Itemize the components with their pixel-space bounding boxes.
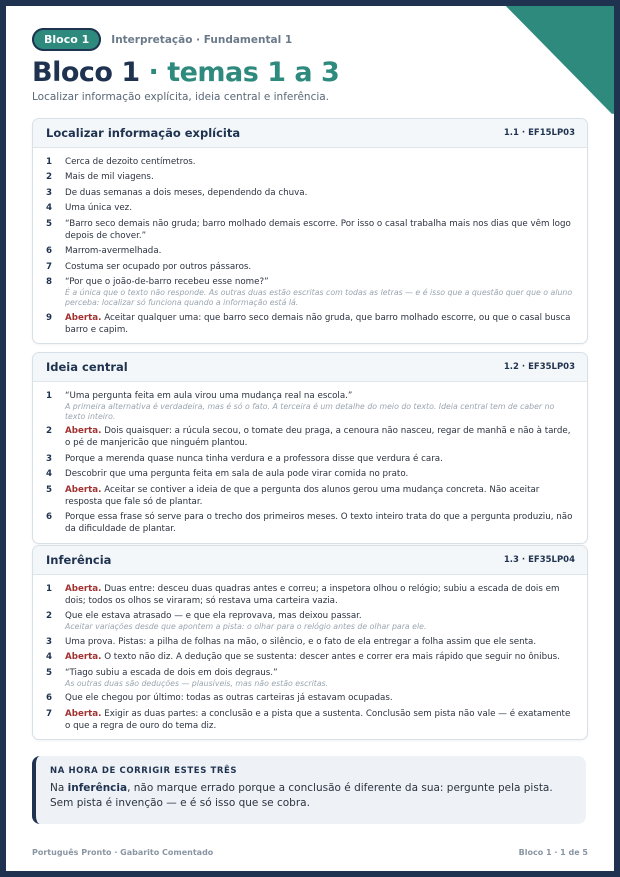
answer-item bbox=[46, 484, 575, 508]
answer-number: 3 bbox=[46, 453, 53, 464]
open-answer-tag: Aberta. bbox=[65, 652, 102, 662]
answer-text: Aceitar se contiver a ideia de que a pergunta dos alunos gerou uma mudança concreta. Não aceitar resposta que fale só de plantar. bbox=[65, 484, 540, 507]
answer-item bbox=[46, 156, 575, 168]
title-main: Bloco 1 bbox=[32, 57, 140, 88]
section-header bbox=[33, 546, 587, 575]
answer-item bbox=[46, 187, 575, 199]
skill-code: 1.3 · EF35LP04 bbox=[503, 555, 575, 565]
breadcrumb: Interpretação · Fundamental 1 bbox=[111, 33, 293, 46]
answer-text: Uma única vez. bbox=[65, 203, 133, 213]
answer-list bbox=[33, 382, 587, 543]
section-card-central-idea bbox=[32, 352, 588, 544]
answer-text: Cerca de dezoito centímetros. bbox=[65, 156, 196, 167]
section-header bbox=[33, 353, 587, 382]
callout-text-start: Na bbox=[50, 782, 68, 794]
open-answer-tag: Aberta. bbox=[65, 426, 102, 436]
answer-text: Porque essa frase só serve para o trecho dos primeiros meses. O texto inteiro trata do que a pergunta produziu, não da dificuldade de plantar. bbox=[65, 512, 573, 534]
answer-item bbox=[46, 651, 575, 663]
callout-heading: NA HORA DE CORRIGIR ESTES TRÊS bbox=[50, 766, 238, 776]
answer-item bbox=[46, 692, 575, 704]
answer-text: Duas entre: desceu duas quadras antes e correu; a inspetora olhou o relógio; subiu a escada de dois em dois; todos os olhos se viraram; só restava uma carteira vazia. bbox=[65, 583, 560, 606]
answer-number: 7 bbox=[46, 261, 53, 272]
answer-text: Exigir as duas partes: a conclusão e a pista que a sustenta. Conclusão sem pista não vale — é exatamente o que a regra de ouro do tema diz. bbox=[65, 708, 571, 731]
answer-list bbox=[33, 148, 587, 343]
callout-text bbox=[50, 781, 572, 811]
section-title: Localizar informação explícita bbox=[46, 126, 241, 140]
section-card-inference bbox=[32, 545, 588, 740]
answer-item bbox=[46, 171, 575, 183]
answer-text: Uma prova. Pistas: a pilha de folhas na mão, o silêncio, e o fato de ela entregar a folha assim que ele senta. bbox=[65, 636, 537, 647]
answer-number: 2 bbox=[46, 172, 53, 182]
section-title: Ideia central bbox=[46, 360, 128, 374]
answer-text: De duas semanas a dois meses, dependendo da chuva. bbox=[65, 187, 308, 198]
answer-note: Aceitar variações desde que apontem a pista: o olhar para o relógio antes de olhar para ele. bbox=[65, 622, 427, 631]
page-indicator: Bloco 1 · 1 de 5 bbox=[518, 848, 588, 857]
open-answer-tag: Aberta. bbox=[65, 484, 102, 495]
answer-number: 4 bbox=[46, 203, 53, 213]
answer-number: 2 bbox=[46, 426, 53, 436]
answer-item bbox=[46, 245, 575, 257]
answer-number: 6 bbox=[46, 512, 53, 522]
answer-note: As outras duas são deduções — plausíveis, mas não estão escritas. bbox=[65, 678, 329, 688]
answer-text: Que ele chegou por último: todas as outras carteiras já estavam ocupadas. bbox=[65, 693, 393, 703]
answer-text: Costuma ser ocupado por outros pássaros. bbox=[65, 261, 252, 272]
open-answer-tag: Aberta. bbox=[65, 583, 102, 594]
page-title bbox=[32, 57, 594, 89]
open-answer-tag: Aberta. bbox=[65, 708, 102, 719]
answer-item bbox=[46, 390, 575, 422]
answer-item bbox=[46, 261, 575, 273]
answer-item bbox=[46, 583, 575, 607]
answer-item bbox=[46, 468, 575, 480]
answer-text: “Uma pergunta feita em aula virou uma mudança real na escola.” bbox=[65, 390, 353, 401]
page-header bbox=[32, 28, 594, 103]
answer-number: 4 bbox=[46, 469, 53, 479]
answer-note: É a única que o texto não responde. As outras duas estão escritas com todas as letras — e é isso que a questão quer que o aluno perceba: localizar só funciona quando a informação está lá. bbox=[65, 288, 573, 307]
answer-number: 6 bbox=[46, 693, 53, 703]
answer-item bbox=[46, 667, 575, 689]
answer-number: 1 bbox=[46, 583, 53, 594]
answer-item bbox=[46, 218, 575, 242]
answer-item bbox=[46, 636, 575, 648]
answer-item bbox=[46, 202, 575, 214]
answer-text: Porque a merenda quase nunca tinha verdura e a professora disse que verdura é cara. bbox=[65, 453, 443, 464]
answer-text: Aceitar qualquer uma: que barro seco demais não gruda, que barro molhado escorre, ou que o casal busca barro e capim. bbox=[65, 312, 571, 335]
title-accent: temas 1 a 3 bbox=[167, 57, 340, 88]
answer-list bbox=[33, 575, 587, 739]
answer-number: 8 bbox=[46, 277, 53, 287]
answer-item bbox=[46, 708, 575, 732]
open-answer-tag: Aberta. bbox=[65, 312, 102, 323]
answer-text: “Tiago subiu a escada de dois em dois degraus.” bbox=[65, 667, 278, 678]
answer-number: 1 bbox=[46, 156, 53, 167]
title-separator: · bbox=[148, 57, 159, 88]
block-chip: Bloco 1 bbox=[32, 28, 101, 51]
answer-text: Dois quaisquer: a rúcula secou, o tomate deu praga, a cenoura não nasceu, regar de manhã e não à tarde, o pé de manjericão que ninguém plantou. bbox=[65, 426, 571, 448]
answer-number: 3 bbox=[46, 636, 53, 647]
answer-item bbox=[46, 453, 575, 465]
answer-key-page bbox=[6, 6, 614, 871]
answer-item bbox=[46, 511, 575, 535]
page-subtitle: Localizar informação explícita, ideia central e inferência. bbox=[32, 91, 330, 103]
answer-number: 5 bbox=[46, 667, 53, 678]
page-footer bbox=[32, 848, 588, 857]
answer-item bbox=[46, 610, 575, 632]
footer-left: Português Pronto · Gabarito Comentado bbox=[32, 848, 214, 857]
skill-code: 1.1 · EF15LP03 bbox=[503, 128, 575, 138]
answer-number: 6 bbox=[46, 246, 53, 256]
grading-tip-callout bbox=[32, 756, 586, 824]
section-card-explicit-info bbox=[32, 118, 588, 344]
section-title: Inferência bbox=[46, 553, 112, 567]
answer-item bbox=[46, 312, 575, 336]
answer-item bbox=[46, 425, 575, 449]
answer-note: A primeira alternativa é verdadeira, mas é só o fato. A terceira é um detalhe do meio do texto. Ideia central tem de caber no texto inteiro. bbox=[65, 401, 555, 421]
answer-number: 7 bbox=[46, 708, 53, 719]
answer-text: O texto não diz. A dedução que se sustenta: descer antes e correr era mais rápido que seguir no ônibus. bbox=[101, 652, 560, 662]
answer-text: “Por que o joão-de-barro recebeu esse nome?” bbox=[65, 277, 269, 287]
answer-number: 5 bbox=[46, 484, 53, 495]
answer-number: 3 bbox=[46, 187, 53, 198]
answer-number: 9 bbox=[46, 312, 53, 323]
answer-item bbox=[46, 276, 575, 308]
section-header bbox=[33, 119, 587, 148]
answer-text: “Barro seco demais não gruda; barro molhado demais escorre. Por isso o casal trabalha mais nos dias que vêm logo depois de chover.” bbox=[65, 218, 571, 241]
skill-code: 1.2 · EF35LP03 bbox=[503, 362, 575, 372]
callout-text-bold: inferência bbox=[67, 782, 128, 794]
answer-text: Marrom-avermelhada. bbox=[65, 246, 162, 256]
answer-text: Descobrir que uma pergunta feita em sala de aula pode virar comida no prato. bbox=[65, 469, 409, 479]
answer-number: 1 bbox=[46, 390, 53, 401]
answer-number: 5 bbox=[46, 218, 53, 229]
callout-text-end: , não marque errado porque a conclusão é diferente da sua: pergunte pela pista. Sem pista é invenção — e é só isso que se cobra. bbox=[50, 782, 553, 809]
answer-number: 4 bbox=[46, 652, 53, 662]
answer-number: 2 bbox=[46, 611, 53, 621]
answer-text: Que ele estava atrasado — e que ela reprovava, mas deixou passar. bbox=[65, 611, 362, 621]
answer-text: Mais de mil viagens. bbox=[65, 172, 154, 182]
